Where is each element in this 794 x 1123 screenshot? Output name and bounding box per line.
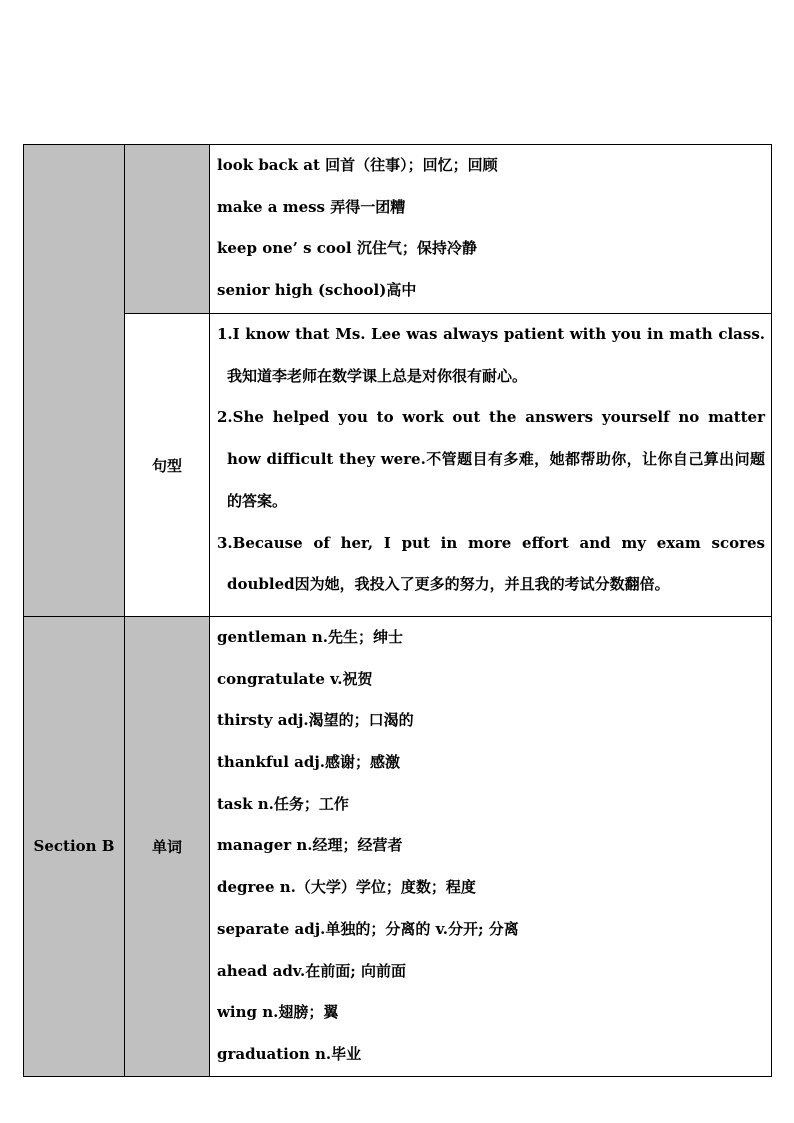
section-b-label: Section B: [24, 617, 125, 1077]
words-cell: [210, 617, 772, 1077]
phrase-line: senior high (school)高中: [217, 281, 417, 300]
table-row: [24, 617, 772, 1077]
phrase-line: make a mess 弄得一团糟: [217, 197, 406, 216]
sentences-cell: [210, 314, 772, 617]
word-line: task n.任务；工作: [217, 794, 349, 813]
vocabulary-table: [23, 144, 772, 1077]
word-line: manager n.经理；经营者: [217, 836, 403, 855]
sentence-item: 2.She helped you to work out the answers yourself no matter how difficult they were.不管题目有多难，她都帮助你，让你自己算出问题的答案。: [217, 408, 765, 510]
word-line: graduation n.毕业: [217, 1044, 362, 1063]
phrase-line: keep one’ s cool 沉住气；保持冷静: [217, 239, 477, 258]
sentence-patterns-label: 句型: [125, 314, 210, 617]
phrases-label-cell: [125, 145, 210, 314]
words-label: 单词: [125, 617, 210, 1077]
section-a-cell: [24, 145, 125, 617]
table-row: [24, 145, 772, 314]
word-line: thankful adj.感谢；感激: [217, 753, 400, 772]
phrases-cell: [210, 145, 772, 314]
sentence-item: 1.I know that Ms. Lee was always patient with you in math class. 我知道李老师在数学课上总是对你很有耐心。: [217, 325, 765, 385]
word-line: separate adj.单独的；分离的 v.分开; 分离: [217, 919, 519, 938]
sentence-item: 3.Because of her, I put in more effort and my exam scores doubled因为她，我投入了更多的努力，并且我的考试分数翻倍。: [217, 533, 765, 594]
word-line: gentleman n.先生；绅士: [217, 628, 403, 646]
phrase-line: look back at 回首（往事）；回忆；回顾: [217, 156, 498, 174]
table-row: [24, 314, 772, 617]
word-line: thirsty adj.渴望的；口渴的: [217, 711, 414, 730]
word-line: degree n.（大学）学位；度数；程度: [217, 878, 476, 897]
word-line: congratulate v.祝贺: [217, 669, 373, 688]
word-line: wing n.翅膀；翼: [217, 1003, 339, 1022]
word-line: ahead adv.在前面; 向前面: [217, 961, 406, 980]
